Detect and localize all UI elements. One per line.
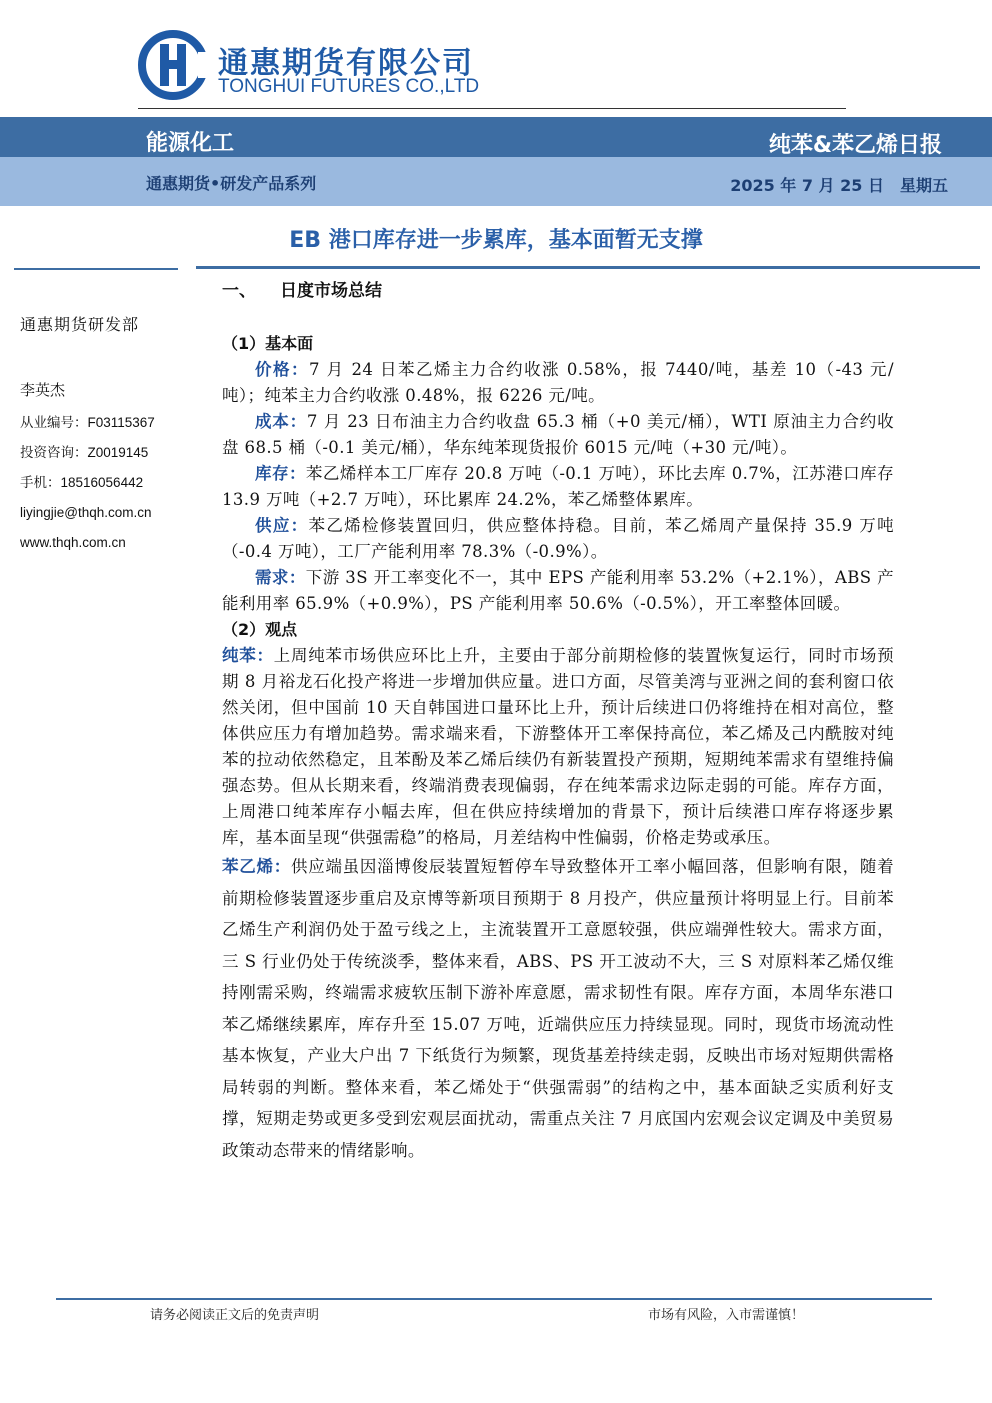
- report-body: [222, 276, 894, 1166]
- headline: EB 港口库存进一步累库，基本面暂无支撑: [289, 228, 703, 253]
- sector-label: 能源化工: [146, 131, 235, 156]
- benzene-text: 上周纯苯市场供应环比上升，主要由于部分前期检修的装置恢复运行，同时市场预期 8 月裕龙石化投产将进一步增加供应量。进口方面，尽管美湾与亚洲之间的套利窗口依然关闭，但中国前 10 天自韩国进口量环比上升，预计后续进口仍将维持在相对高位，整体供应压力有增加趋势。需求端来看，下游整体开工率保持高位，苯乙烯及己内酰胺对纯苯的拉动依然稳定，且苯酚及苯乙烯后续仍有新装置投产预期，短期纯苯需求有望维持偏强态势。但从长期来看，终端消费表现偏弱，存在纯苯需求边际走弱的可能。库存方面，上周港口纯苯库存小幅去库，但在供应持续增加的背景下，预计后续港口库存将逐步累库，基本面呈现“供强需稳”的格局，月差结构中性偏弱，价格走势或承压。: [222, 646, 894, 847]
- demand-text: 下游 3S 开工率变化不一，其中 EPS 产能利用率 53.2%（+2.1%），ABS 产能利用率 65.9%（+0.9%），PS 产能利用率 50.6%（-0.5%），开工率整体回暖。: [222, 568, 894, 613]
- company-logo-icon: [138, 30, 208, 100]
- price-lead: 价格：: [255, 360, 310, 379]
- series-label: 通惠期货•研发产品系列: [146, 174, 317, 193]
- styrene-paragraph: [222, 851, 894, 1166]
- section-title: [222, 276, 894, 301]
- company-name: 通惠期货有限公司: [218, 46, 474, 81]
- fundamentals-heading: （1）基本面: [222, 334, 314, 353]
- inventory-paragraph: [222, 461, 894, 513]
- phone-number: 手机：18516056442: [20, 475, 144, 490]
- report-date: 2025 年 7 月 25 日 星期五: [730, 176, 948, 195]
- styrene-text: 供应端虽因淄博俊辰装置短暂停车导致整体开工率小幅回落，但影响有限，随着前期检修装置逐步重启及京博等新项目预期于 8 月投产，供应量预计将明显上行。目前苯乙烯生产利润仍处于盈亏线之上，主流装置开工意愿较强，供应端弹性较大。需求方面，三 S 行业仍处于传统淡季，整体来看，ABS、PS 开工波动不大，三 S 对原料苯乙烯仅维持刚需采购，终端需求疲软压制下游补库意愿，需求韧性有限。库存方面，本周华东港口苯乙烯继续累库，库存升至 15.07 万吨，近端供应压力持续显现。同时，现货市场流动性基本恢复，产业大户出 7 下纸货行为频繁，现货基差持续走弱，反映出市场对短期供需格局转弱的判断。整体来看，苯乙烯处于“供强需弱”的结构之中，基本面缺乏实质利好支撑，短期走势或更多受到宏观层面扰动，需重点关注 7 月底国内宏观会议定调及中美贸易政策动态带来的情绪影响。: [222, 857, 895, 1160]
- supply-paragraph: [222, 513, 894, 565]
- footer-divider: [56, 1298, 932, 1300]
- header-divider: [138, 108, 846, 109]
- license-number: 从业编号：F03115367: [20, 415, 155, 430]
- demand-lead: 需求：: [255, 568, 306, 587]
- cost-lead: 成本：: [255, 412, 307, 431]
- benzene-lead: 纯苯：: [222, 646, 274, 665]
- supply-text: 苯乙烯检修装置回归，供应整体持稳。目前，苯乙烯周产量保持 35.9 万吨（-0.4 万吨），工厂产能利用率 78.3%（-0.9%）。: [222, 516, 894, 561]
- website-link[interactable]: www.thqh.com.cn: [20, 535, 126, 550]
- company-name-en: TONGHUI FUTURES CO.,LTD: [218, 76, 480, 97]
- styrene-lead: 苯乙烯：: [222, 857, 291, 876]
- sidebar-divider: [14, 268, 178, 270]
- analyst-name: 李英杰: [20, 381, 66, 399]
- risk-warning: 市场有风险，入市需谨慎！: [648, 1308, 805, 1323]
- cost-paragraph: [222, 409, 894, 461]
- demand-paragraph: [222, 565, 894, 617]
- price-text: 7 月 24 日苯乙烯主力合约收涨 0.58%，报 7440/吨，基差 10（-43 元/吨）；纯苯主力合约收涨 0.48%，报 6226 元/吨。: [222, 360, 894, 405]
- department-name: 通惠期货研发部: [20, 315, 140, 334]
- cost-text: 7 月 23 日布油主力合约收盘 65.3 桶（+0 美元/桶），WTI 原油主力合约收盘 68.5 桶（-0.1 美元/桶），华东纯苯现货报价 6015 元/吨（+30 元/吨）。: [222, 412, 894, 457]
- views-heading: （2）观点: [222, 620, 298, 639]
- price-paragraph: [222, 357, 894, 409]
- supply-lead: 供应：: [255, 516, 309, 535]
- content-divider: [196, 266, 980, 269]
- section-number: 一、: [222, 281, 256, 301]
- disclaimer-note: 请务必阅读正文后的免责声明: [150, 1308, 320, 1323]
- inventory-lead: 库存：: [255, 464, 306, 483]
- report-name: 纯苯&苯乙烯日报: [768, 133, 942, 158]
- analyst-sidebar: [20, 312, 195, 558]
- email-link[interactable]: liyingjie@thqh.com.cn: [20, 505, 152, 520]
- consult-number: 投资咨询：Z0019145: [20, 445, 149, 460]
- benzene-paragraph: [222, 643, 894, 851]
- section-title-text: 日度市场总结: [280, 281, 382, 301]
- inventory-text: 苯乙烯样本工厂库存 20.8 万吨（-0.1 万吨），环比去库 0.7%，江苏港口库存 13.9 万吨（+2.7 万吨），环比累库 24.2%，苯乙烯整体累库。: [222, 464, 895, 509]
